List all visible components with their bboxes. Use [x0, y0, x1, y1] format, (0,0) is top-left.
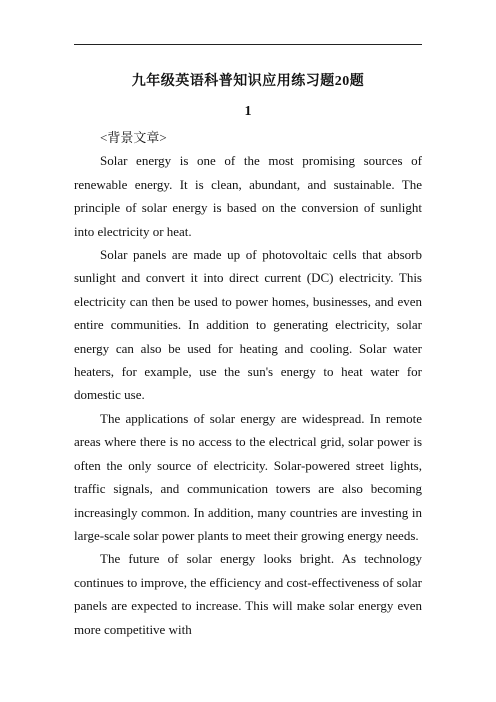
- question-number: 1: [244, 104, 252, 119]
- paragraph: Solar energy is one of the most promising sources of renewable energy. It is clean, abundant, and sustainable. The principle of solar energy is based on the conversion of sunlight into electricity or heat.: [74, 153, 422, 239]
- document-title: 九年级英语科普知识应用练习题20题: [131, 74, 365, 89]
- header-rule: [74, 44, 422, 45]
- document-body: [74, 126, 422, 641]
- paragraph: Solar panels are made up of photovoltaic cells that absorb sunlight and convert it into direct current (DC) electricity. This electricity can then be used to power homes, businesses, and even entire communities. In addition to generating electricity, solar energy can also be used for heating and cooling. Solar water heaters, for example, use the sun's energy to heat water for domestic use.: [74, 247, 422, 403]
- paragraph: The applications of solar energy are widespread. In remote areas where there is no access to the electrical grid, solar power is often the only source of electricity. Solar-powered street lights, traffic signals, and communication towers are also becoming increasingly common. In addition, many countries are investing in large-scale solar power plants to meet their growing energy needs.: [74, 410, 422, 543]
- paragraph: The future of solar energy looks bright. As technology continues to improve, the efficiency and cost-effectiveness of solar panels are expected to increase. This will make solar energy even more competitive with: [74, 551, 422, 637]
- section-label: <背景文章>: [100, 130, 167, 145]
